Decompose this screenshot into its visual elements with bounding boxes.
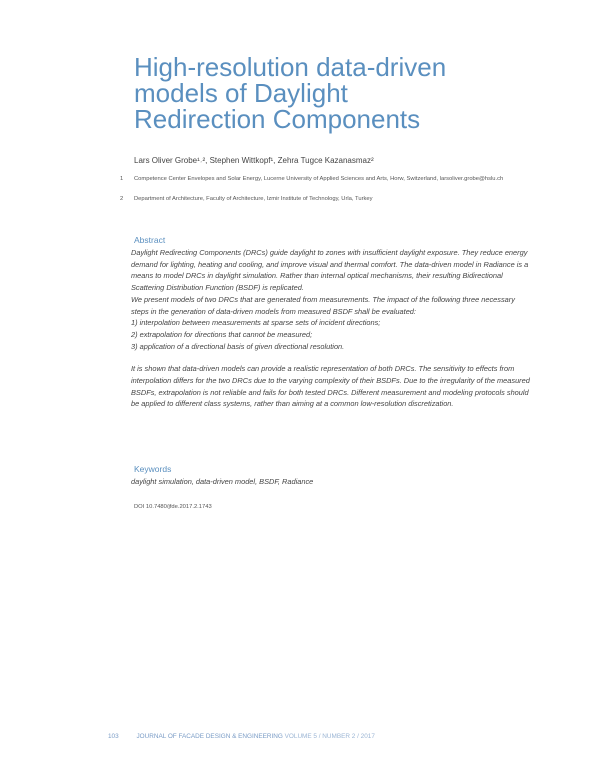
title-line-3: Redirection Components [134,104,421,134]
abstract-list-item: 2) extrapolation for directions that cannot be measured; [131,329,313,339]
abstract-body [131,247,531,410]
affiliation-number: 1 [120,176,124,182]
affiliation-text: Department of Architecture, Faculty of Architecture, Izmir Institute of Technology, Urla, Turkey [134,196,373,202]
keywords-heading: Keywords [134,464,172,474]
doi-link[interactable]: DOI 10.7480/jfde.2017.2.1743 [134,504,212,510]
title-line-1: High-resolution data-driven [134,52,447,82]
abstract-paragraph: Daylight Redirecting Components (DRCs) guide daylight to zones with insufficient daylight exposure. They reduce energy demand for lighting, heating and cooling, and improve visual and thermal comfort. The data-driven model in Radiance is a means to model DRCs in daylight simulation. Rather than internal optical mechanisms, their resulting Bidirectional Scattering Distribution Function (BSDF) is replicated. [131,248,529,293]
author-list: Lars Oliver Grobe¹˒², Stephen Wittkopf¹, Zehra Tugce Kazanasmaz² [134,156,374,165]
paper-title [134,54,554,132]
page-footer [108,733,375,740]
affiliation-2 [120,195,560,205]
journal-name: JOURNAL OF FACADE DESIGN & ENGINEERING [136,733,283,740]
journal-volume: VOLUME 5 / NUMBER 2 / 2017 [284,733,375,740]
title-line-2: models of Daylight [134,78,348,108]
affiliation-number: 2 [120,196,124,202]
abstract-list-item: 3) application of a directional basis of given directional resolution. [131,341,345,351]
abstract-heading: Abstract [134,235,166,245]
abstract-paragraph: We present models of two DRCs that are generated from measurements. The impact of the following three necessary steps in the generation of data-driven models from measured BSDF shall be evaluated: [131,294,515,316]
keywords-text: daylight simulation, data-driven model, BSDF, Radiance [131,477,314,486]
abstract-paragraph: It is shown that data-driven models can provide a realistic representation of both DRCs. The sensitivity to effects from interpolation differs for the two DRCs due to the varying complexity of their BSDFs. Due to the irregularity of the measured BSDFs, extrapolation is not reliable and fails for both tested DRCs. Different measurement and modeling protocols should be applied to different class systems, rather than aiming at a common low-resolution discretization. [131,364,530,409]
page-number: 103 [108,733,119,740]
abstract-list-item: 1) interpolation between measurements at sparse sets of incident directions; [131,318,381,328]
affiliation-1 [120,175,560,185]
affiliation-text: Competence Center Envelopes and Solar Energy, Lucerne University of Applied Sciences and Arts, Horw, Switzerland, larsoliver.grobe@hslu.ch [134,176,504,182]
